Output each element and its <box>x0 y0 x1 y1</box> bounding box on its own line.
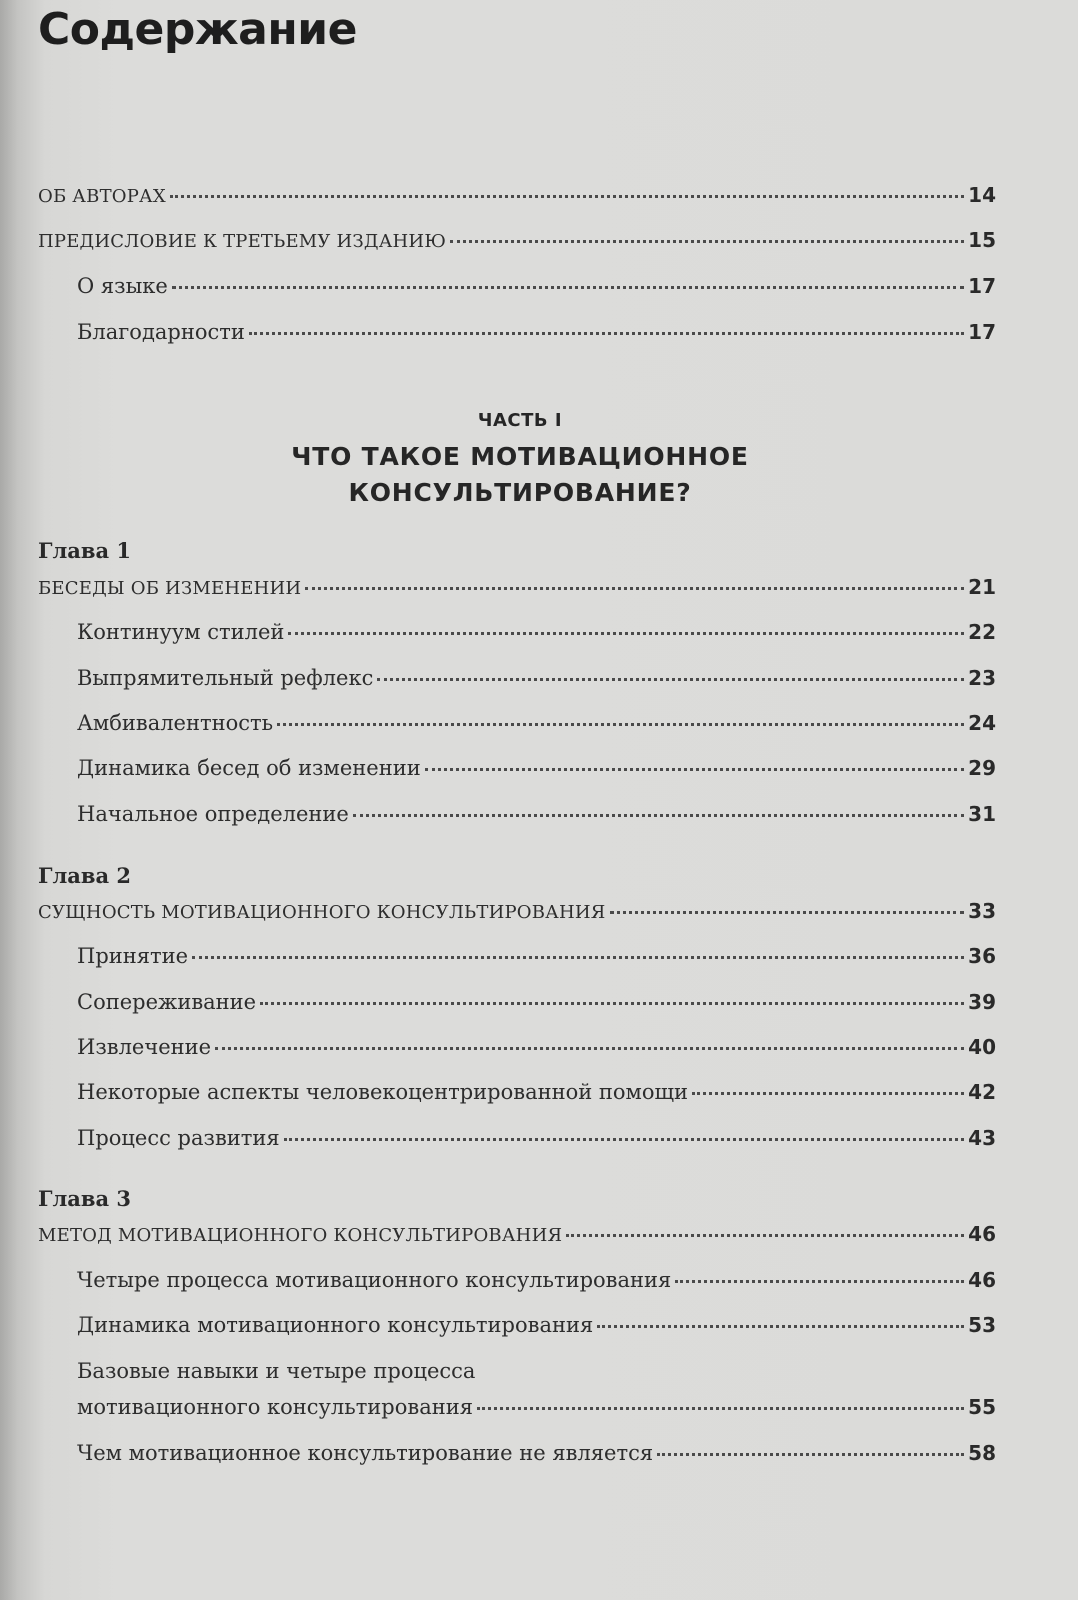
toc-entry-label: СУЩНОСТЬ МОТИВАЦИОННОГО КОНСУЛЬТИРОВАНИЯ <box>38 902 606 923</box>
toc-entry-label: ОБ АВТОРАХ <box>38 186 166 207</box>
toc-entry-section[interactable] <box>77 1124 996 1152</box>
chapter-label: Глава 2 <box>38 863 132 888</box>
toc-entry-label: Динамика бесед об изменении <box>77 756 421 780</box>
toc-entry-label: МЕТОД МОТИВАЦИОННОГО КОНСУЛЬТИРОВАНИЯ <box>38 1225 563 1246</box>
toc-entry-label: Континуум стилей <box>77 620 285 644</box>
toc-entry-label: Выпрямительный рефлекс <box>77 666 374 690</box>
toc-entry-page: 23 <box>968 666 996 690</box>
leader-dots <box>172 286 964 289</box>
leader-dots <box>353 814 964 817</box>
leader-dots <box>170 195 964 198</box>
leader-dots <box>450 240 964 243</box>
toc-entry-label: Сопереживание <box>77 990 257 1014</box>
part-label: ЧАСТЬ I <box>477 410 563 431</box>
leader-dots <box>597 1325 964 1328</box>
toc-entry-page: 39 <box>968 990 996 1014</box>
toc-entry-section[interactable] <box>77 1033 996 1061</box>
toc-entry-page: 17 <box>968 274 996 298</box>
toc-entry-chapter-title[interactable] <box>38 1220 996 1250</box>
toc-entry-page: 42 <box>968 1080 996 1104</box>
toc-entry-page: 53 <box>968 1313 996 1337</box>
toc-entry-section[interactable] <box>77 1439 996 1467</box>
toc-entry-page: 55 <box>968 1395 996 1419</box>
toc-entry-page: 22 <box>968 620 996 644</box>
leader-dots <box>305 587 964 590</box>
toc-entry-section[interactable] <box>77 1311 996 1339</box>
toc-entry-section[interactable] <box>77 1393 996 1421</box>
page-title: Содержание <box>38 4 357 55</box>
toc-entry-section[interactable] <box>77 664 996 692</box>
toc-entry-label: Извлечение <box>77 1035 212 1059</box>
toc-entry-about-language[interactable] <box>77 272 996 300</box>
toc-entry-section[interactable] <box>77 618 996 646</box>
leader-dots <box>192 956 964 959</box>
part-title-line1: ЧТО ТАКОЕ МОТИВАЦИОННОЕ <box>291 442 749 471</box>
toc-entry-section[interactable] <box>77 1266 996 1294</box>
leader-dots <box>288 632 964 635</box>
toc-entry-label: Четыре процесса мотивационного консультирования <box>77 1268 672 1292</box>
toc-entry-chapter-title[interactable] <box>38 897 996 927</box>
toc-entry-section[interactable] <box>77 988 996 1016</box>
toc-entry-page: 24 <box>968 711 996 735</box>
toc-entry-label: Чем мотивационное консультирование не является <box>77 1441 654 1465</box>
toc-entry-label: О языке <box>77 274 168 298</box>
toc-entry-page: 17 <box>968 320 996 344</box>
chapter-label: Глава 1 <box>38 538 132 563</box>
leader-dots <box>284 1138 965 1141</box>
toc-entry-page: 15 <box>968 228 996 252</box>
toc-entry-label-line2: мотивационного консультирования <box>77 1395 473 1419</box>
toc-entry-page: 31 <box>968 802 996 826</box>
toc-entry-page: 21 <box>968 575 996 599</box>
toc-entry-label-line1: Базовые навыки и четыре процесса <box>77 1359 476 1383</box>
toc-entry-page: 33 <box>968 899 996 923</box>
toc-entry-page: 46 <box>968 1268 996 1292</box>
toc-entry-page: 46 <box>968 1222 996 1246</box>
toc-entry-label: Принятие <box>77 944 189 968</box>
leader-dots <box>477 1407 964 1410</box>
toc-entry-section[interactable] <box>77 709 996 737</box>
leader-dots <box>377 678 964 681</box>
leader-dots <box>249 332 964 335</box>
toc-entry-label: Начальное определение <box>77 802 349 826</box>
leader-dots <box>675 1280 964 1283</box>
toc-entry-page: 36 <box>968 944 996 968</box>
toc-entry-page: 58 <box>968 1441 996 1465</box>
toc-entry-page: 43 <box>968 1126 996 1150</box>
leader-dots <box>692 1092 964 1095</box>
toc-entry-label: БЕСЕДЫ ОБ ИЗМЕНЕНИИ <box>38 578 302 599</box>
part-title-line2: КОНСУЛЬТИРОВАНИЕ? <box>348 478 692 507</box>
toc-entry-label: ПРЕДИСЛОВИЕ К ТРЕТЬЕМУ ИЗДАНИЮ <box>38 231 447 252</box>
leader-dots <box>610 911 965 914</box>
toc-entry-label: Процесс развития <box>77 1126 280 1150</box>
toc-entry-page: 14 <box>968 183 996 207</box>
toc-entry-label: Благодарности <box>77 320 245 344</box>
leader-dots <box>566 1234 964 1237</box>
leader-dots <box>277 723 964 726</box>
toc-entry-about-authors[interactable] <box>38 181 996 211</box>
toc-entry-section[interactable] <box>77 1078 996 1106</box>
leader-dots <box>425 768 964 771</box>
chapter-label: Глава 3 <box>38 1186 132 1211</box>
toc-entry-section[interactable] <box>77 942 996 970</box>
toc-entry-label: Амбивалентность <box>77 711 274 735</box>
toc-entry-section[interactable] <box>77 754 996 782</box>
toc-entry-preface[interactable] <box>38 226 996 256</box>
leader-dots <box>657 1453 964 1456</box>
toc-entry-chapter-title[interactable] <box>38 573 996 603</box>
toc-entry-label: Динамика мотивационного консультирования <box>77 1313 594 1337</box>
toc-entry-page: 40 <box>968 1035 996 1059</box>
toc-entry-label: Некоторые аспекты человекоцентрированной помощи <box>77 1080 689 1104</box>
toc-entry-page: 29 <box>968 756 996 780</box>
leader-dots <box>215 1047 964 1050</box>
leader-dots <box>260 1002 964 1005</box>
toc-entry-acknowledgements[interactable] <box>77 318 996 346</box>
toc-entry-section[interactable] <box>77 800 996 828</box>
